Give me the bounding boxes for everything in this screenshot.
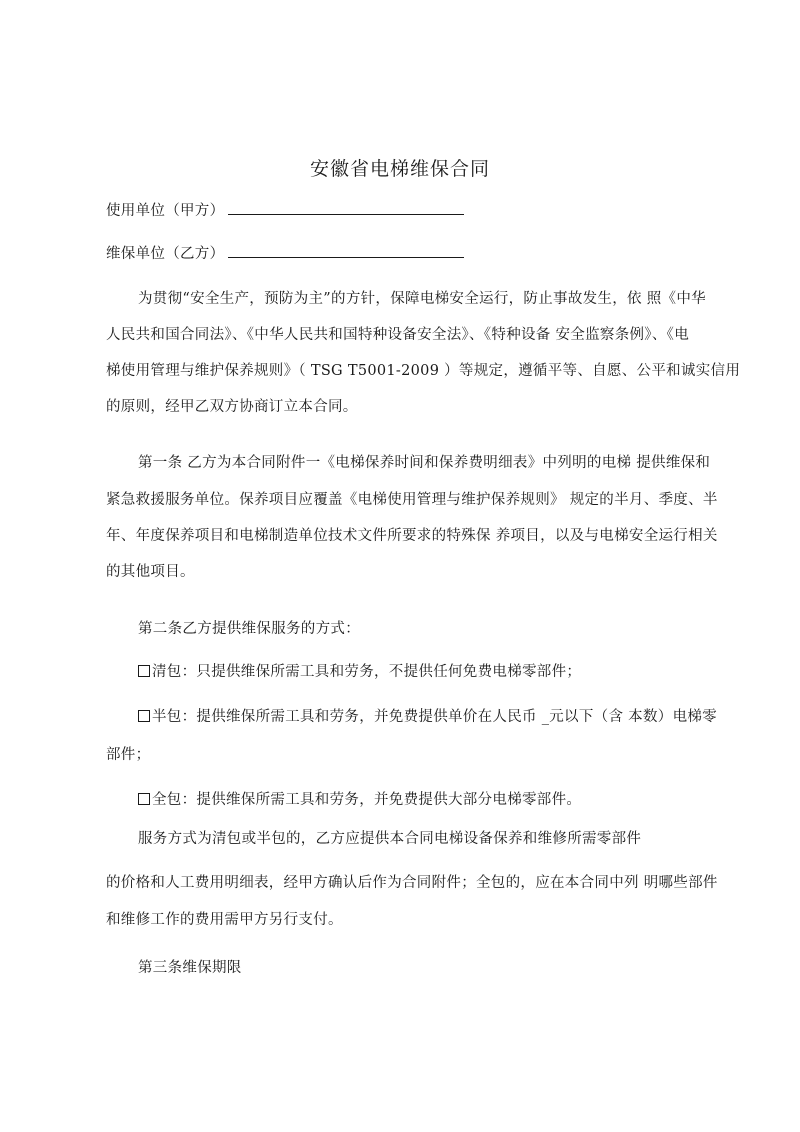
option-clean-checkbox[interactable] xyxy=(138,665,150,677)
intro-line-1: 为贯彻“安全生产，预防为主”的方针，保障电梯安全运行，防止事故发生，依 照《中华 xyxy=(138,291,706,307)
intro-line-2: 人民共和国合同法》、《中华人民共和国特种设备安全法》、《特种设备 安全监察条例》、《电 xyxy=(106,327,690,343)
option-half-label: 半包：提供维保所需工具和劳务，并免费提供单价在人民币 _元以下（含 本数）电梯零 xyxy=(152,709,717,725)
party-a-label: 使用单位（甲方） xyxy=(106,203,225,219)
party-b-label: 维保单位（乙方） xyxy=(106,246,225,262)
option-full-checkbox[interactable] xyxy=(138,793,150,805)
article1-line-1: 第一条 乙方为本合同附件一《电梯保养时间和保养费明细表》中列明的电梯 提供维保和 xyxy=(138,455,711,471)
option-half-continued: 部件； xyxy=(106,747,151,763)
option-full-label: 全包：提供维保所需工具和劳务，并免费提供大部分电梯零部件。 xyxy=(152,792,582,808)
article1-line-4: 的其他项目。 xyxy=(106,564,195,580)
intro-line-3: 梯使用管理与维护保养规则》（ TSG T5001-2009 ）等规定，遵循平等、自愿、公平和诚实信用 xyxy=(106,363,741,379)
option-half-checkbox[interactable] xyxy=(138,710,150,722)
article1-line-2: 紧急救援服务单位。保养项目应覆盖《电梯使用管理与维护保养规则》 规定的半月、季度、半 xyxy=(106,492,718,508)
service-note-line-1: 服务方式为清包或半包的，乙方应提供本合同电梯设备保养和维修所需零部件 xyxy=(138,831,642,847)
party-b-blank[interactable] xyxy=(228,244,464,258)
party-a-row xyxy=(106,201,716,221)
service-note-line-2: 的价格和人工费用明细表，经甲方确认后作为合同附件；全包的，应在本合同中列 明哪些部件 xyxy=(106,875,718,891)
option-half xyxy=(138,707,716,727)
party-a-blank[interactable] xyxy=(228,201,464,215)
service-note-line-3: 和维修工作的费用需甲方另行支付。 xyxy=(106,912,343,928)
article1-line-3: 年、年度保养项目和电梯制造单位技术文件所要求的特殊保 养项目，以及与电梯安全运行相关 xyxy=(106,528,718,544)
article3-heading: 第三条维保期限 xyxy=(138,960,242,976)
option-clean-label: 清包：只提供维保所需工具和劳务，不提供任何免费电梯零部件； xyxy=(152,664,582,680)
article2-heading: 第二条乙方提供维保服务的方式： xyxy=(138,621,360,637)
party-b-row xyxy=(106,244,716,264)
intro-line-4: 的原则，经甲乙双方协商订立本合同。 xyxy=(106,399,358,415)
document-title: 安徽省电梯维保合同 xyxy=(309,158,490,180)
option-full xyxy=(138,790,716,810)
option-clean xyxy=(138,662,716,682)
